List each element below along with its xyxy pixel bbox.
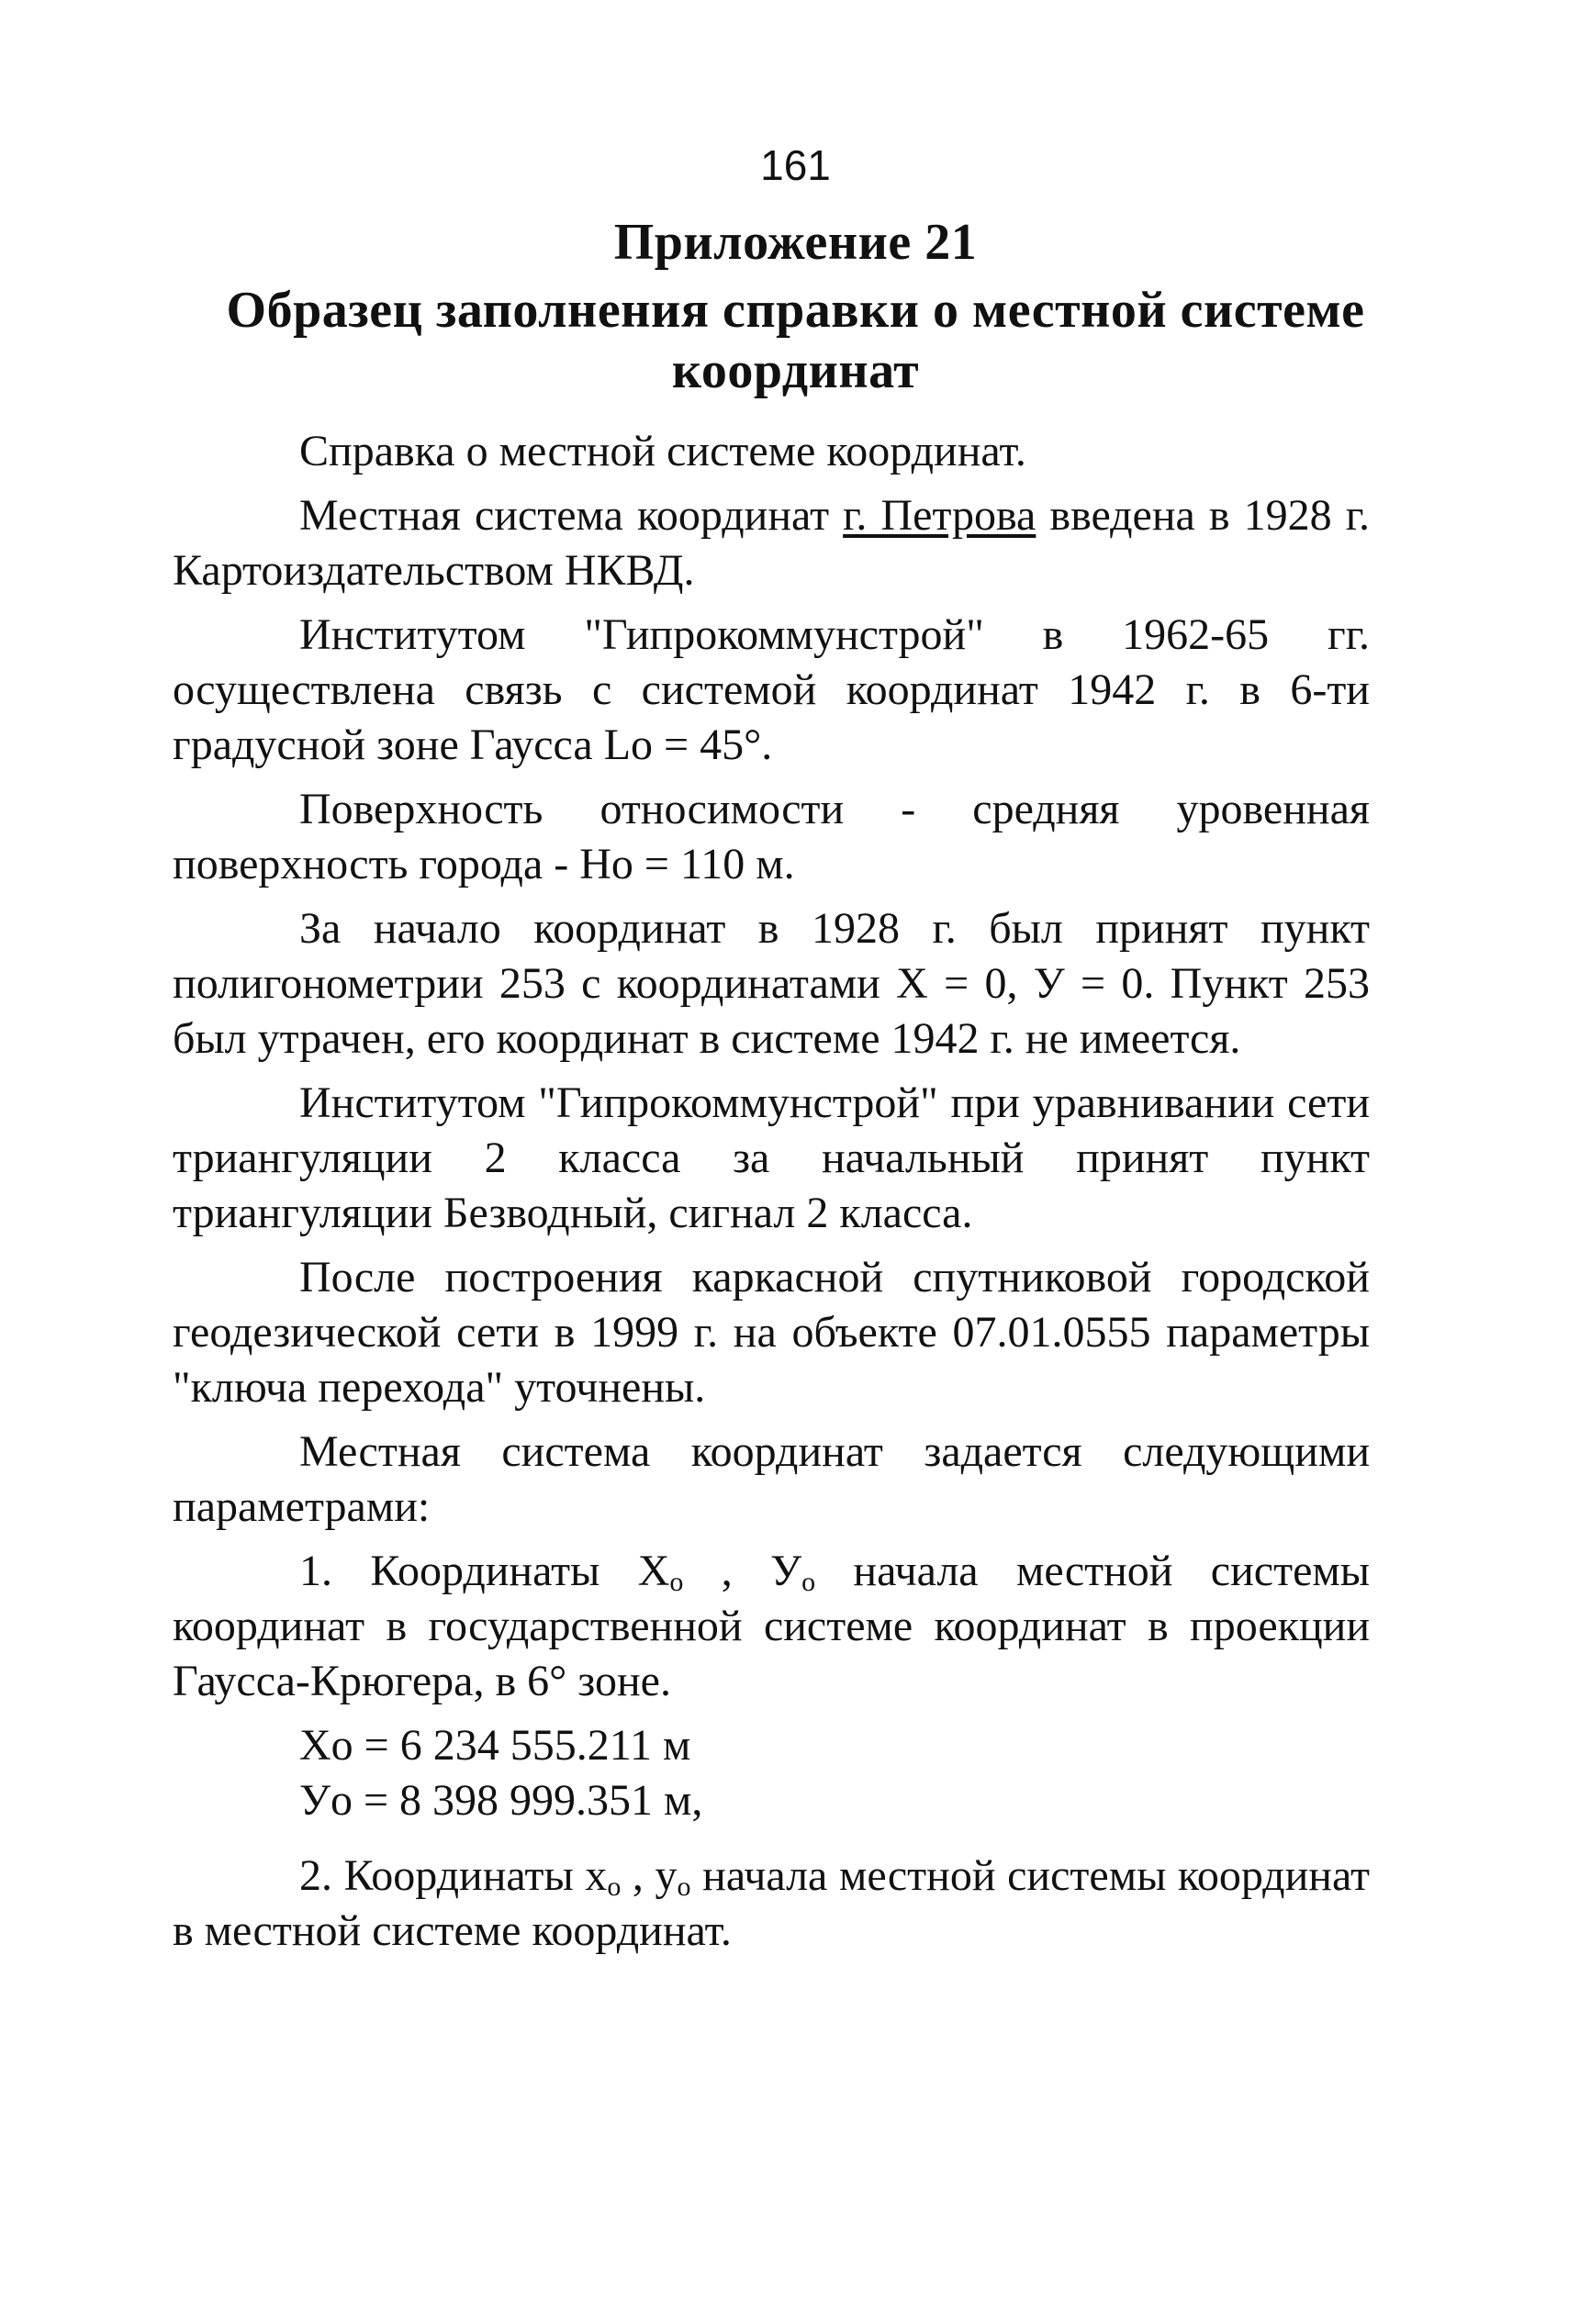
paragraph-origin: За начало координат в 1928 г. был принят пункт полигонометрии 253 с координатами X = 0, У = 0. Пункт 253 был утрачен, его координат в системе 1942 г. не имеется. (173, 904, 1370, 1063)
paragraph-introduction-start: Местная система координат (299, 491, 844, 540)
paragraph-parameter-1 (173, 1544, 1370, 1709)
document-body (173, 424, 1370, 1968)
appendix-title: Приложение 21 (613, 214, 978, 271)
parameter-1-subscript-y: o (801, 1567, 816, 1597)
parameter-1-text-c: начала местной системы координат в государственной системе координат в проекции Гаусса-Крюгера, в 6° зоне. (173, 1547, 1371, 1705)
parameter-2-subscript-y: o (677, 1871, 691, 1902)
city-name: г. Петрова (843, 491, 1036, 540)
paragraph-triangulation: Институтом "Гипрокоммунстрой" при уравнивании сети триангуляции 2 класса за начальный принят пункт триангуляции Безводный, сигнал 2 класса. (173, 1078, 1370, 1237)
paragraph-satellite-network: После построения каркасной спутниковой городской геодезической сети в 1999 г. на объекте 07.01.0555 параметры "ключа перехода" уточнены. (173, 1253, 1370, 1412)
paragraph-connection: Институтом "Гипрокоммунстрой" в 1962-65 гг. осуществлена связь с системой координат 1942 г. в 6-ти градусной зоне Гаусса Lo = 45°. (173, 610, 1370, 769)
paragraph-introduction (173, 488, 1370, 598)
parameter-2-text-b: , y (621, 1851, 678, 1900)
formula-yo: Уo = 8 398 999.351 м, (299, 1776, 703, 1825)
paragraph-reference-surface: Поверхность относимости - средняя уровенная поверхность города - Ho = 110 м. (173, 785, 1370, 888)
paragraph-introduction-end: введена в 1928 г. Картоиздательством НКВД. (173, 491, 1370, 595)
parameter-2-subscript-x: o (607, 1871, 622, 1902)
document-title-line-1: Образец заполнения справки о местной системе (226, 282, 1365, 339)
parameter-2-text-a: 2. Координаты x (299, 1851, 608, 1900)
paragraph-parameter-2 (173, 1849, 1370, 1959)
parameter-1-text-a: 1. Координаты X (299, 1547, 670, 1595)
document-title-line-2: координат (671, 342, 920, 399)
parameter-1-text-b: , У (683, 1547, 802, 1595)
page-number: 161 (760, 141, 831, 189)
paragraph-parameters-intro: Местная система координат задается следующими параметрами: (173, 1427, 1370, 1531)
paragraph-certificate-title: Справка о местной системе координат. (299, 427, 1026, 475)
parameter-2-text-c: начала местной системы координат в местной системе координат. (173, 1851, 1371, 1955)
formula-xo: Xo = 6 234 555.211 м (299, 1721, 691, 1770)
parameter-1-subscript-x: o (669, 1567, 684, 1597)
